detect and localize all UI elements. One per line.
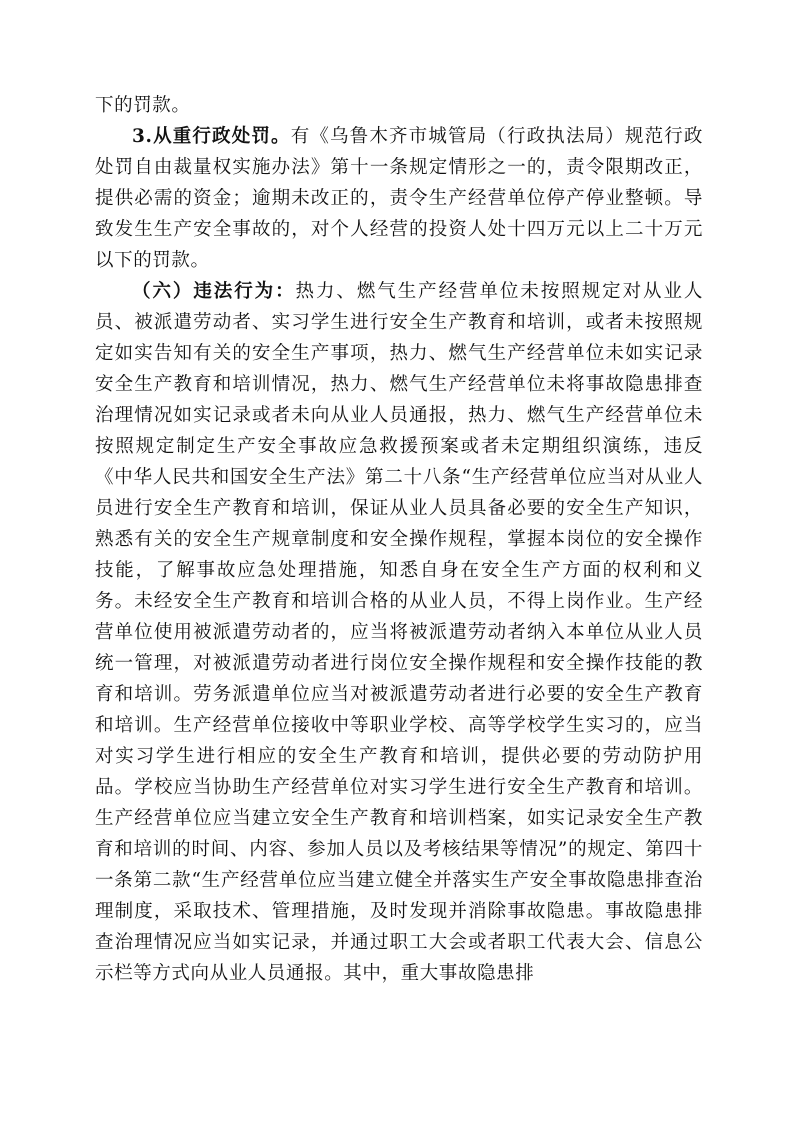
paragraph-text: 热力、燃气生产经营单位未按照规定对从业人员、被派遣劳动者、实习学生进行安全生产教育和培训，或者未按照规定如实告知有关的安全生产事项，热力、燃气生产经营单位未如实记录安全生产教育和培训情况，热力、燃气生产经营单位未将事故隐患排查治理情况如实记录或者未向从业人员通报，热力、燃气生产经营单位未按照规定制定生产安全事故应急救援预案或者未定期组织演练，违反《中华人民共和国安全生产法》第二十八条“生产经营单位应当对从业人员进行安全生产教育和培训，保证从业人员具备必要的安全生产知识，熟悉有关的安全生产规章制度和安全操作规程，掌握本岗位的安全操作技能，了解事故应急处理措施，知悉自身在安全生产方面的权利和义务。未经安全生产教育和培训合格的从业人员，不得上岗作业。生产经营单位使用被派遣劳动者的，应当将被派遣劳动者纳入本单位从业人员统一管理，对被派遣劳动者进行岗位安全操作规程和安全操作技能的教育和培训。劳务派遣单位应当对被派遣劳动者进行必要的安全生产教育和培训。生产经营单位接收中等职业学校、高等学校学生实习的，应当对实习学生进行相应的安全生产教育和培训，提供必要的劳动防护用品。学校应当协助生产经营单位对实习学生进行安全生产教育和培训。生产经营单位应当建立安全生产教育和培训档案，如实记录安全生产教育和培训的时间、内容、参加人员以及考核结果等情况”的规定、第四十一条第二款“生产经营单位应当建立健全并落实生产安全事故隐患排查治理制度，采取技术、管理措施，及时发现并消除事故隐患。事故隐患排查治理情况应当如实记录，并通过职工大会或者职工代表大会、信息公示栏等方式向从业人员通报。其中，重大事故隐患排 bbox=[95, 281, 703, 984]
paragraph-heading: 3.从重行政处罚。 bbox=[132, 126, 291, 147]
paragraph-text: 有《乌鲁木齐市城管局（行政执法局）规范行政处罚自由裁量权实施办法》第十一条规定情形之一的，责令限期改正，提供必需的资金；逾期未改正的，责令生产经营单位停产停业整顿。导致发生生产安全事故的，对个人经营的投资人处十四万元以上二十万元以下的罚款。 bbox=[95, 126, 703, 271]
paragraph-heading: （六）违法行为： bbox=[132, 281, 296, 302]
paragraph-violation bbox=[95, 276, 703, 989]
paragraph-heavy-penalty bbox=[95, 121, 703, 276]
paragraph-text: 下的罚款。 bbox=[95, 95, 191, 116]
paragraph-fine-continuation bbox=[95, 90, 703, 121]
document-page bbox=[95, 90, 703, 989]
